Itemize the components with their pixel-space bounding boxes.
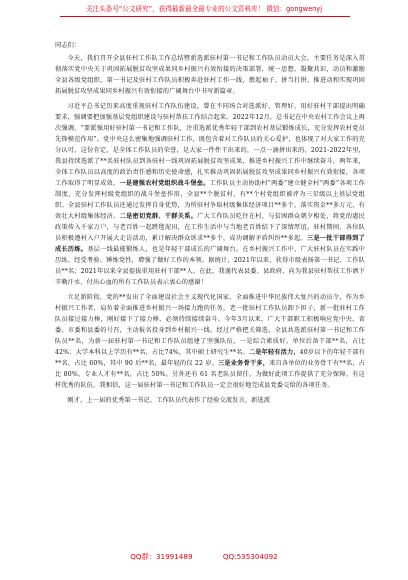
banner-divider (60, 16, 350, 17)
paragraph-opening: 今天，我们召开全县驻村工作队工作总结暨新选派驻村第一书记和工作队员动员大会，主要任务是深入贯彻落实党中央关于巩固拓展脱贫攻坚成果同乡村振兴有效衔接的决策部署，统一思想、凝聚共识，动员和激励全县各级党组织、第一书记及驻村工作队员积极奔赴驻村工作一线，撸起袖子、拼当打拼，推进动和实现巩固拓展脱贫攻坚成果同乡村振兴有效衔接的广阔舞台中书写新篇章。 (55, 55, 365, 95)
footer-contacts (0, 552, 408, 562)
qq-text: QQ:535304092 (222, 552, 278, 561)
paragraph-new-team (55, 292, 365, 391)
paragraph-text: 立足新阶段，党的**发出了全面建设社会主义现代化国家、全面推进中华民族伟大复兴的动员令，作为乡村振兴工作者，肩负着全面推进乡村振兴一场接力跑的任务，老一批驻村工作队员卸下担子，新一批驻村工作队员接过接力棒，刚好接下了接力棒，必须持续接续奋斗。今年3月以来，广大干部职工积极响应党中央、省委、市委和县委的号召，主动报名投身到乡村振兴一线。经过严格把关筛选，全县共选派驻村第一书记和工作队员**名，为新一届驻村第一书记和工作队员组建了坚强队伍，一是综合素质好。 (55, 294, 365, 345)
achievement-heading-1: 一是建强农村党组织战斗堡垒。 (119, 180, 210, 187)
team-heading-3: 三是业务骨干多， (218, 360, 270, 367)
promo-banner: 关注头条号“公文研究”，获得最新最全最专业的公文资料库！ 微信：gongwenyj (85, 5, 323, 13)
paragraph-closing: 刚才，上一届的优秀第一书记、工作队员代表作了经验交流发言，新选派 (67, 397, 271, 404)
qq-group-text: QQ群：31991489 (130, 552, 193, 561)
paragraph-text: 工作队员主动协助村“两委”建立健全村“两委”各项工作制度，充分发挥村级党组织的战斗堡垒作用，全县**个脱贫村、有**个村党组织被评为三星级以上基层党组织。全县驻村工作队员还通过发挥自身优势，为所驻村争取村级集体经济项目**多个，落实资金**多万元，有效壮大村级集体经济。 (55, 180, 365, 220)
paragraph-text: 来自各单位的业务骨干有**名，占比 80%，专业人才有**名，占比 50%。另外还有 61 名老队员留任，为做好此项工作提供了充分保障。有这样优秀的队伍，我相信，这一届驻村第一书记和工作队员一定会很好地完成县党委交给的各项任务。 (55, 360, 365, 389)
salutation: 同志们： (55, 42, 81, 49)
paragraph-text: 单位后备干部**名，占比 42%；大学本科以上学历有**名，占比74%，其中硕士研究生**名。 (55, 338, 365, 356)
team-heading-2: 二是年轻有活力， (248, 349, 300, 356)
paragraph-achievements (55, 101, 365, 288)
document-body (55, 40, 365, 410)
achievement-heading-2: 二是密切党群、干群关系。 (119, 213, 198, 220)
paragraph-text: 基层一线最能锻炼人，也是年轻干部成长的广阔舞台。在乡村振兴工作中，广大驻村队员在实践中历练、经受考验、锤炼党性，增强了做好工作的本领。据统计，2021年以来，获得市级表扬第一书记、工作队员**名；2021年以来全县提拔重用驻村干部**人。在此，我谨代表县委、县政府，向为我县驻村帮扶工作洒下辛勤汗水、付出心血的所有工作队员表示衷心的感谢！ (55, 246, 366, 286)
achievement-heading-3: 三是一批干部得到了成长历练。 (55, 235, 365, 253)
paragraph-text: 习近平总书记历来高度重视驻村工作队伍建设，曾在不同场合对选派好、管理好、用好驻村干部提出明确要求，强调要把加强基层党组织建设与驻村帮扶工作结合起来。2022年12月，总书记在中央农村工作会议上再次强调，“要派强用好驻村第一书记和工作队，注重选派优秀年轻干部到农村基层锻炼成长，充分发挥农村党员先锋模范作用”。党中央这么密集地强调驻村工作，既包含着对工作队员的关心爱护，也体现了对大家工作的充分认可。这份肯定，是全体工作队员的荣誉，是大家一件件干出来的，一点一滴拼出来的。2021-2022年里，我县持续选派了**名驻村队员到各驻村一线巩固拓展脱贫攻坚成果，推进乡村振兴工作中继续奋斗，两年来，全体工作队员以高度的政治责任感和历史使命感，扎实推动巩固拓展脱贫攻坚成果同乡村振兴有效衔接，各项工作取得了明显成效。 (55, 103, 365, 187)
paragraph-text: 广大工作队员吃住在村，与贫困群众朝夕相处，将党的惠民政策传入千家万户，与老百姓一起蹚毯泥田，在工作生活中与当地老百姓结下了深情厚谊。驻村期间，各位队员积极遵村入户开展大走访活动，累计解决群众诉求**多个，成功调解矛盾纠纷**多起。 (55, 213, 365, 242)
paragraph-text: 40岁以下的年轻干部有**名，占比 60%，其中 90 后**名，最年轻的仅 22 岁。 (55, 349, 365, 367)
